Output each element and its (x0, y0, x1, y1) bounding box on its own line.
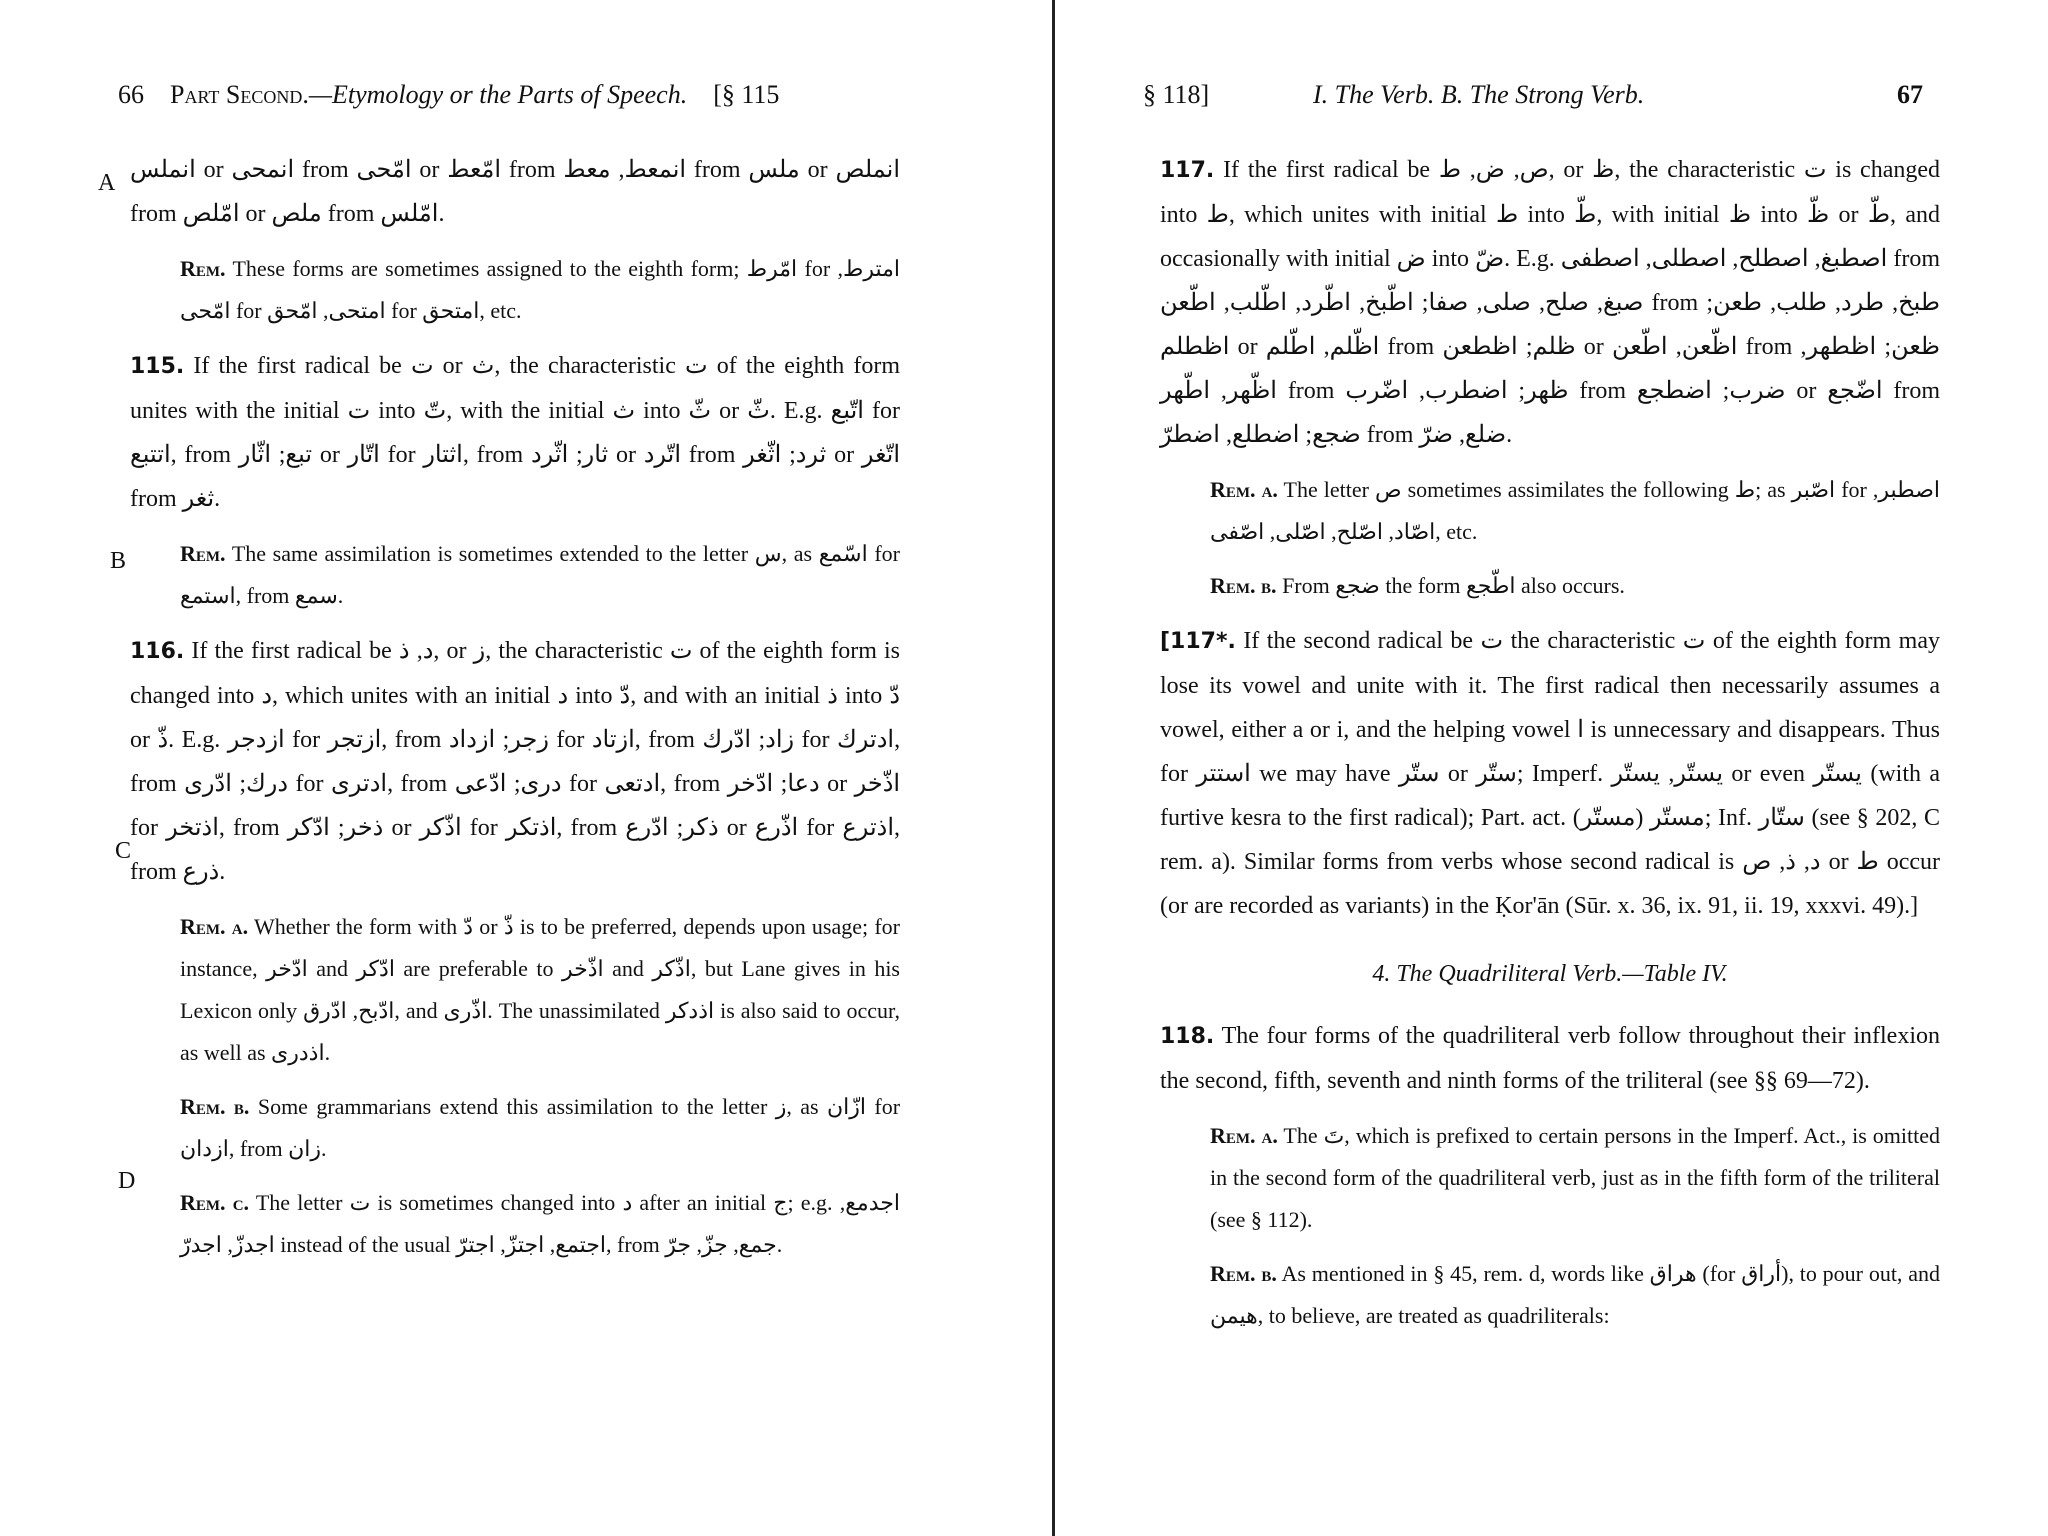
rem-label: Rem. b. (1210, 573, 1277, 598)
margin-letter-a: A (98, 170, 116, 196)
left-head-section: [§ 115 (713, 80, 780, 109)
right-body (1160, 148, 1940, 1349)
section-number: 116. (130, 639, 185, 664)
para-text: If the first radical be ص, ض, ط, or ظ, the characteristic ت is changed into ط, which unites with initial ط into طّ, with initial ظ into ظّ or طّ, and occasionally with initial ض into ضّ. E.g. اصطبغ, اصطلح, اصطلى, اصطفى from صبغ, صلح, صلى, صفا; اطّبخ, اطّرد, اطّلب, اطّعن from طبخ, طرد, طلب, طعن; اظطلم or اظّلم, اطّلم from ظلم; اظطعن or اظّعن, اطّعن from ظعن; اظطهر, اظّهر, اطّهر from ظهر; اضطرب, اضّرب from ضرب; اضطجع or اضّجع from ضجع; اضطلع, اضطرّ from ضلع, ضرّ. (1160, 157, 1941, 448)
left-part-label: Part Second. (170, 80, 309, 109)
left-running-head (118, 80, 779, 110)
section-number: 115. (130, 354, 185, 379)
left-rem-1 (130, 248, 900, 332)
rem-text: These forms are sometimes assigned to the eighth form; امّرط for امترط, امّحى for امتحى, امّحق for امتحق, etc. (180, 256, 900, 323)
margin-letter-d: D (118, 1168, 136, 1194)
left-rem-5 (130, 906, 900, 1074)
rem-label: Rem. c. (180, 1190, 250, 1215)
para-text: The four forms of the quadriliteral verb follow throughout their inflexion the second, fifth, seventh and ninth forms of the triliteral (see §§ 69—72). (1160, 1023, 1940, 1094)
rem-label: Rem. a. (1210, 1123, 1278, 1148)
right-head-title: I. The Verb. B. The Strong Verb. (1313, 80, 1645, 109)
rem-label: Rem. a. (180, 914, 249, 939)
left-para-115 (130, 344, 900, 521)
left-head-title: —Etymology or the Parts of Speech. (308, 80, 688, 109)
right-rem-6 (1160, 1115, 1940, 1241)
right-para-118 (1160, 1014, 1940, 1103)
para-text: انملس or انمحى from امّحى or امّعط from انمعط, معط from ملس or انملص from امّلص or ملص from امّلس. (130, 157, 901, 227)
rem-text: Whether the form with دّ or ذّ is to be preferred, depends upon usage; for instance, ادّخر and ادّكر are preferable to اذّخر and اذّكر, but Lane gives in his Lexicon only ادّبح, ادّرق, and اذّرى. The unassimilated اذدكر is also said to occur, as well as اذدرى. (180, 914, 900, 1065)
rem-text: From ضجع the form اطّجع also occurs. (1282, 573, 1625, 598)
section-number: 117. (1160, 158, 1215, 183)
rem-text: As mentioned in § 45, rem. d, words like هراق (for أراق), to pour out, and هيمن, to believe, are treated as quadriliterals: (1210, 1261, 1941, 1328)
margin-letter-b: B (110, 548, 127, 574)
right-page-number: 67 (1897, 80, 1923, 109)
left-rem-6 (130, 1086, 900, 1170)
left-rem-7 (130, 1182, 900, 1266)
rem-label: Rem. (180, 256, 226, 281)
right-para-117-star (1160, 619, 1940, 928)
rem-text: The same assimilation is sometimes extended to the letter س, as اسّمع for استمع, from سمع. (180, 541, 900, 608)
left-rem-3 (130, 533, 900, 617)
section-number: 118. (1160, 1024, 1215, 1049)
para-text: If the second radical be ت the characteristic ت of the eighth form may lose its vowel and unite with it. The first radical then necessarily assumes a vowel, either a or i, and the helping vowel ا is unnecessary and disappears. Thus for استتر we may have ستّر or ستّر; Imperf. يستّر, يستّر or even يستّر (with a furtive kesra to the first radical); Part. act. مستّر (مستّر); Inf. ستّار (see § 202, C rem. a). Similar forms from verbs whose second radical is د, ذ, ص or ط occur (or are recorded as variants) in the Ḳor'ān (Sūr. x. 36, ix. 91, ii. 19, xxxvi. 49).] (1160, 628, 1941, 919)
rem-label: Rem. (180, 541, 226, 566)
right-para-117 (1160, 148, 1940, 457)
right-rem-7 (1160, 1253, 1940, 1337)
section-number: [117*. (1160, 629, 1236, 654)
margin-letter-c: C (115, 838, 132, 864)
rem-text: Some grammarians extend this assimilation to the letter ز, as ازّان for ازدان, from زان. (180, 1094, 901, 1161)
left-page-number: 66 (118, 80, 144, 109)
section-heading-quadriliteral: 4. The Quadriliteral Verb.—Table IV. (1372, 961, 1728, 987)
para-text: If the first radical be د, ذ, or ز, the characteristic ت of the eighth form is changed into د, which unites with an initial د into دّ, and with an initial ذ into دّ or ذّ. E.g. ازدجر for ازتجر, from زجر; ازداد for ازتاد, from زاد; ادّرك for ادترك, from درك; ادّرى for ادترى, from درى; ادّعى for ادتعى, from دعا; ادّخر or اذّخر for اذتخر, from ذخر; ادّكر or اذّكر for اذتكر, from ذكر; ادّرع or اذّرع for اذترع, from ذرع. (130, 638, 901, 885)
right-rem-2 (1160, 565, 1940, 607)
para-text: If the first radical be ت or ث, the characteristic ت of the eighth form unites with the initial ت into تّ, with the initial ث into ثّ or ثّ. E.g. اتّبع for اتتبع, from تبع; اثّار or اتّار for اثتار, from ثار; اثّرد or اتّرد from ثرد; اثّغر or اتّغر from ثغر. (130, 353, 901, 512)
rem-text: The تَ, which is prefixed to certain persons in the Imperf. Act., is omitted in the second form of the quadriliteral verb, just as in the fifth form of the triliteral (see § 112). (1210, 1123, 1940, 1232)
left-body (130, 148, 900, 1278)
rem-text: The letter ص sometimes assimilates the following ط; as اصّبر for اصطبر, اصّاد, اصّلح, اصّلى, اصّفى, etc. (1210, 477, 1940, 544)
rem-text: The letter ت is sometimes changed into د after an initial ج; e.g. اجدمع, اجدزّ, اجدرّ instead of the usual اجتمع, اجتزّ, اجترّ, from جمع, جزّ, جرّ. (180, 1190, 900, 1257)
right-rem-1 (1160, 469, 1940, 553)
left-para-116 (130, 629, 900, 894)
rem-label: Rem. b. (180, 1094, 250, 1119)
left-para-0 (130, 148, 900, 236)
rem-label: Rem. a. (1210, 477, 1278, 502)
rem-label: Rem. b. (1210, 1261, 1277, 1286)
right-head-section: § 118] (1143, 80, 1210, 109)
